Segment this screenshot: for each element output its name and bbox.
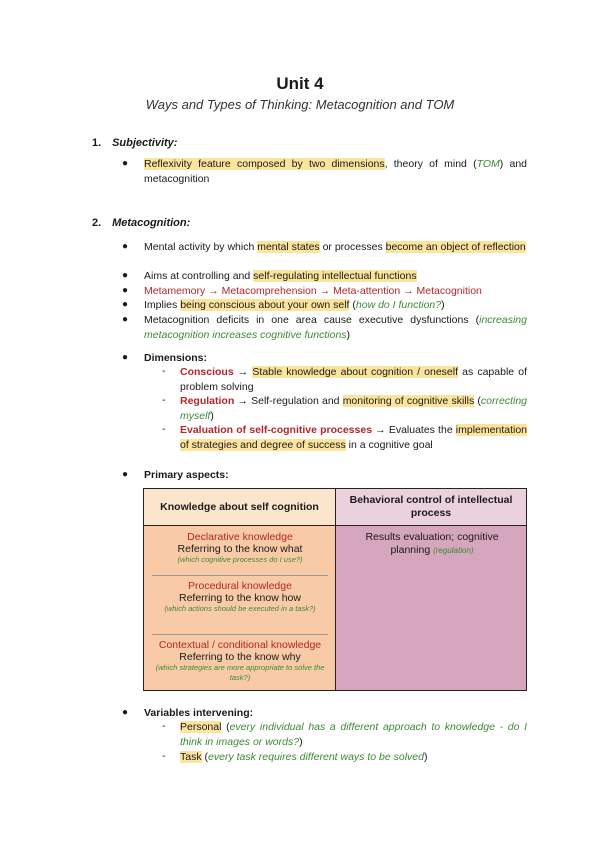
bullet-icon: ● <box>122 707 129 718</box>
table-header-behavioral: Behavioral control of intellectual process <box>336 489 526 526</box>
aspects-table <box>143 488 527 691</box>
dimensions-label: Dimensions: <box>144 352 208 364</box>
bullet-icon: ● <box>122 241 129 252</box>
variables-label: Variables intervening: <box>144 707 254 719</box>
bullet-icon: ● <box>122 469 129 480</box>
page-title: Unit 4 <box>276 74 324 93</box>
section-heading-subjectivity <box>92 137 177 149</box>
list-item: Aims at controlling and self-regulating intellectual functions <box>144 270 417 282</box>
dash-icon: - <box>162 394 166 406</box>
table-cell-procedural: Procedural knowledge Referring to the know how (which actions should be executed in a task?) <box>164 580 316 613</box>
list-item: Conscious → Stable knowledge about cognition / oneself as capable of problem solving <box>180 366 527 393</box>
dash-icon: - <box>162 365 166 377</box>
list-item: Personal (every individual has a different approach to knowledge - do I think in images or words?) <box>180 721 527 748</box>
list-item: Metacognition deficits in one area cause executive dysfunctions (increasing metacognition increases cognitive functions) <box>144 314 527 341</box>
bullet-icon: ● <box>122 299 129 310</box>
divider <box>152 575 328 576</box>
list-item: Mental activity by which mental states or processes become an object of reflection <box>144 241 526 253</box>
section-number: 2. <box>92 217 102 229</box>
table-header-knowledge: Knowledge about self cognition <box>144 489 336 526</box>
list-item: Implies being conscious about your own self (how do I function?) <box>144 299 445 311</box>
section-heading-metacognition <box>92 217 190 229</box>
dash-icon: - <box>162 423 166 435</box>
page-subtitle: Ways and Types of Thinking: Metacognition and TOM <box>145 97 455 112</box>
divider <box>152 634 328 635</box>
section-number: 1. <box>92 137 102 149</box>
list-item: Metamemory → Metacomprehension → Meta-attention → Metacognition <box>144 285 482 297</box>
primary-aspects-label: Primary aspects: <box>144 469 229 481</box>
dash-icon: - <box>162 750 166 762</box>
list-item: Task (every task requires different ways to be solved) <box>180 751 428 763</box>
table-cell-regulation: Results evaluation; cognitive planning (regulation) <box>365 531 499 556</box>
bullet-icon: ● <box>122 158 129 169</box>
dash-icon: - <box>162 720 166 732</box>
bullet-icon: ● <box>122 285 129 296</box>
section-title: Subjectivity: <box>112 137 178 149</box>
list-item: Reflexivity feature composed by two dimensions, theory of mind (TOM) and metacognition <box>144 158 528 185</box>
section-title: Metacognition: <box>112 217 191 229</box>
table-cell-declarative: Declarative knowledge Referring to the know what (which cognitive processes do I use?) <box>177 531 303 564</box>
table-cell-contextual: Contextual / conditional knowledge Referring to the know why (which strategies are more appropriate to solve the task?) <box>155 639 325 682</box>
bullet-icon: ● <box>122 314 129 325</box>
list-item: Evaluation of self-cognitive processes → Evaluates the implementation of strategies and degree of success in a cognitive goal <box>180 424 527 451</box>
bullet-icon: ● <box>122 352 129 363</box>
list-item: Regulation → Self-regulation and monitoring of cognitive skills (correcting myself) <box>180 395 527 422</box>
bullet-icon: ● <box>122 270 129 281</box>
